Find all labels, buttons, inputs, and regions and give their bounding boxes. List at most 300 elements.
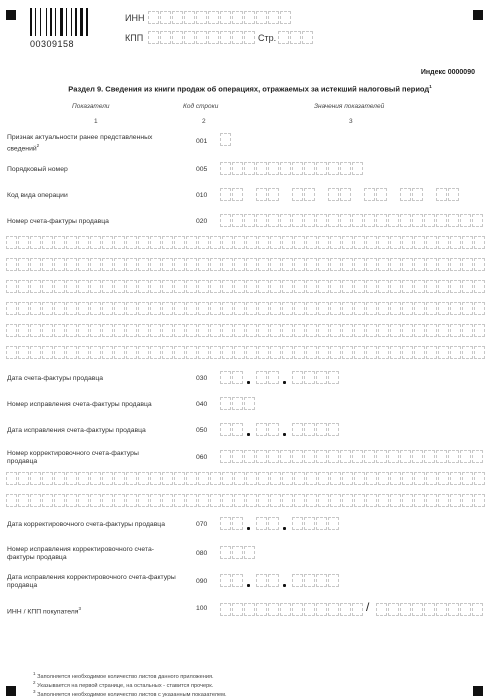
char-cell[interactable] — [150, 280, 161, 293]
char-cell[interactable] — [342, 258, 353, 271]
char-cell[interactable] — [306, 258, 317, 271]
char-cell[interactable] — [138, 236, 149, 249]
char-cell[interactable] — [342, 302, 353, 315]
char-cell[interactable] — [18, 494, 29, 507]
char-cell[interactable] — [30, 258, 41, 271]
char-cell[interactable] — [138, 302, 149, 315]
char-cell[interactable] — [268, 371, 279, 384]
char-cell[interactable] — [270, 258, 281, 271]
char-cell[interactable] — [402, 280, 413, 293]
char-cell[interactable] — [198, 280, 209, 293]
char-cell[interactable] — [244, 450, 255, 463]
char-cell[interactable] — [268, 423, 279, 436]
char-cell[interactable] — [400, 450, 411, 463]
char-cell[interactable] — [402, 346, 413, 359]
char-cell[interactable] — [268, 517, 279, 530]
char-cell[interactable] — [30, 346, 41, 359]
char-cell[interactable] — [150, 494, 161, 507]
char-cell[interactable] — [220, 133, 231, 146]
char-cell[interactable] — [90, 494, 101, 507]
char-cell[interactable] — [246, 346, 257, 359]
char-cell[interactable] — [256, 517, 267, 530]
adjustment-invoice-number-line-1[interactable] — [220, 450, 483, 463]
char-cell[interactable] — [462, 324, 473, 337]
char-cell[interactable] — [90, 472, 101, 485]
char-cell[interactable] — [292, 188, 303, 201]
char-cell[interactable] — [232, 188, 243, 201]
char-cell[interactable] — [246, 280, 257, 293]
char-cell[interactable] — [412, 188, 423, 201]
char-cell[interactable] — [126, 346, 137, 359]
char-cell[interactable] — [198, 258, 209, 271]
char-cell[interactable] — [186, 236, 197, 249]
char-cell[interactable] — [66, 324, 77, 337]
char-cell[interactable] — [208, 11, 219, 24]
char-cell[interactable] — [256, 162, 267, 175]
char-cell[interactable] — [138, 472, 149, 485]
char-cell[interactable] — [150, 258, 161, 271]
char-cell[interactable] — [342, 346, 353, 359]
operation-code-field-3[interactable] — [292, 188, 315, 201]
char-cell[interactable] — [354, 472, 365, 485]
invoice-number-field-line-4[interactable] — [6, 280, 485, 293]
char-cell[interactable] — [210, 494, 221, 507]
char-cell[interactable] — [282, 258, 293, 271]
char-cell[interactable] — [138, 494, 149, 507]
char-cell[interactable] — [316, 214, 327, 227]
char-cell[interactable] — [472, 450, 483, 463]
operation-code-field-2[interactable] — [256, 188, 279, 201]
char-cell[interactable] — [114, 280, 125, 293]
char-cell[interactable] — [220, 423, 231, 436]
char-cell[interactable] — [328, 214, 339, 227]
char-cell[interactable] — [232, 423, 243, 436]
char-cell[interactable] — [354, 280, 365, 293]
char-cell[interactable] — [436, 450, 447, 463]
char-cell[interactable] — [378, 236, 389, 249]
char-cell[interactable] — [54, 280, 65, 293]
char-cell[interactable] — [294, 472, 305, 485]
char-cell[interactable] — [278, 31, 289, 44]
char-cell[interactable] — [198, 302, 209, 315]
char-cell[interactable] — [364, 188, 375, 201]
correction-date-day[interactable] — [220, 423, 243, 436]
char-cell[interactable] — [282, 346, 293, 359]
char-cell[interactable] — [294, 494, 305, 507]
char-cell[interactable] — [388, 603, 399, 616]
char-cell[interactable] — [78, 236, 89, 249]
char-cell[interactable] — [174, 302, 185, 315]
char-cell[interactable] — [330, 324, 341, 337]
char-cell[interactable] — [244, 162, 255, 175]
char-cell[interactable] — [162, 346, 173, 359]
char-cell[interactable] — [270, 472, 281, 485]
char-cell[interactable] — [318, 472, 329, 485]
char-cell[interactable] — [280, 214, 291, 227]
invoice-number-field-line-1[interactable] — [220, 214, 483, 227]
char-cell[interactable] — [366, 258, 377, 271]
char-cell[interactable] — [30, 494, 41, 507]
char-cell[interactable] — [342, 236, 353, 249]
char-cell[interactable] — [30, 324, 41, 337]
char-cell[interactable] — [102, 472, 113, 485]
char-cell[interactable] — [328, 574, 339, 587]
char-cell[interactable] — [256, 188, 267, 201]
char-cell[interactable] — [174, 324, 185, 337]
char-cell[interactable] — [6, 494, 17, 507]
char-cell[interactable] — [378, 302, 389, 315]
char-cell[interactable] — [460, 603, 471, 616]
char-cell[interactable] — [342, 280, 353, 293]
char-cell[interactable] — [232, 214, 243, 227]
adjustment-invoice-date-year[interactable] — [292, 517, 339, 530]
char-cell[interactable] — [328, 162, 339, 175]
char-cell[interactable] — [448, 603, 459, 616]
char-cell[interactable] — [474, 236, 485, 249]
char-cell[interactable] — [256, 603, 267, 616]
char-cell[interactable] — [210, 236, 221, 249]
char-cell[interactable] — [450, 236, 461, 249]
char-cell[interactable] — [318, 302, 329, 315]
char-cell[interactable] — [400, 188, 411, 201]
char-cell[interactable] — [402, 258, 413, 271]
char-cell[interactable] — [268, 188, 279, 201]
char-cell[interactable] — [340, 214, 351, 227]
char-cell[interactable] — [366, 302, 377, 315]
char-cell[interactable] — [292, 214, 303, 227]
char-cell[interactable] — [330, 346, 341, 359]
char-cell[interactable] — [378, 258, 389, 271]
char-cell[interactable] — [450, 324, 461, 337]
char-cell[interactable] — [244, 546, 255, 559]
char-cell[interactable] — [450, 494, 461, 507]
char-cell[interactable] — [138, 280, 149, 293]
char-cell[interactable] — [18, 236, 29, 249]
char-cell[interactable] — [328, 423, 339, 436]
char-cell[interactable] — [256, 574, 267, 587]
char-cell[interactable] — [246, 494, 257, 507]
invoice-number-field-line-7[interactable] — [6, 346, 485, 359]
char-cell[interactable] — [102, 346, 113, 359]
char-cell[interactable] — [126, 494, 137, 507]
char-cell[interactable] — [378, 346, 389, 359]
char-cell[interactable] — [42, 280, 53, 293]
char-cell[interactable] — [6, 258, 17, 271]
char-cell[interactable] — [222, 346, 233, 359]
char-cell[interactable] — [438, 494, 449, 507]
char-cell[interactable] — [438, 236, 449, 249]
char-cell[interactable] — [354, 236, 365, 249]
char-cell[interactable] — [114, 472, 125, 485]
char-cell[interactable] — [412, 603, 423, 616]
char-cell[interactable] — [210, 258, 221, 271]
char-cell[interactable] — [148, 31, 159, 44]
char-cell[interactable] — [292, 517, 303, 530]
char-cell[interactable] — [342, 472, 353, 485]
char-cell[interactable] — [282, 324, 293, 337]
char-cell[interactable] — [258, 258, 269, 271]
char-cell[interactable] — [472, 603, 483, 616]
invoice-number-field-line-3[interactable] — [6, 258, 485, 271]
char-cell[interactable] — [352, 214, 363, 227]
char-cell[interactable] — [474, 494, 485, 507]
char-cell[interactable] — [220, 188, 231, 201]
char-cell[interactable] — [78, 324, 89, 337]
relevance-flag-field[interactable] — [220, 133, 231, 146]
char-cell[interactable] — [268, 450, 279, 463]
char-cell[interactable] — [220, 214, 231, 227]
char-cell[interactable] — [30, 236, 41, 249]
invoice-date-year[interactable] — [292, 371, 339, 384]
char-cell[interactable] — [186, 258, 197, 271]
char-cell[interactable] — [318, 258, 329, 271]
char-cell[interactable] — [184, 31, 195, 44]
char-cell[interactable] — [426, 236, 437, 249]
char-cell[interactable] — [402, 302, 413, 315]
char-cell[interactable] — [126, 324, 137, 337]
char-cell[interactable] — [232, 574, 243, 587]
char-cell[interactable] — [330, 472, 341, 485]
char-cell[interactable] — [330, 236, 341, 249]
char-cell[interactable] — [220, 450, 231, 463]
char-cell[interactable] — [6, 472, 17, 485]
char-cell[interactable] — [294, 236, 305, 249]
invoice-number-field-line-6[interactable] — [6, 324, 485, 337]
char-cell[interactable] — [270, 236, 281, 249]
char-cell[interactable] — [126, 280, 137, 293]
char-cell[interactable] — [198, 324, 209, 337]
operation-code-field-4[interactable] — [328, 188, 351, 201]
char-cell[interactable] — [390, 494, 401, 507]
char-cell[interactable] — [450, 472, 461, 485]
char-cell[interactable] — [426, 494, 437, 507]
char-cell[interactable] — [426, 346, 437, 359]
char-cell[interactable] — [18, 302, 29, 315]
char-cell[interactable] — [102, 280, 113, 293]
char-cell[interactable] — [340, 162, 351, 175]
char-cell[interactable] — [220, 11, 231, 24]
char-cell[interactable] — [54, 324, 65, 337]
char-cell[interactable] — [438, 346, 449, 359]
char-cell[interactable] — [438, 302, 449, 315]
char-cell[interactable] — [184, 11, 195, 24]
char-cell[interactable] — [412, 214, 423, 227]
char-cell[interactable] — [114, 258, 125, 271]
char-cell[interactable] — [414, 302, 425, 315]
char-cell[interactable] — [222, 280, 233, 293]
char-cell[interactable] — [414, 472, 425, 485]
char-cell[interactable] — [90, 258, 101, 271]
char-cell[interactable] — [234, 302, 245, 315]
char-cell[interactable] — [294, 258, 305, 271]
char-cell[interactable] — [436, 188, 447, 201]
char-cell[interactable] — [366, 280, 377, 293]
char-cell[interactable] — [294, 302, 305, 315]
char-cell[interactable] — [42, 346, 53, 359]
char-cell[interactable] — [66, 494, 77, 507]
char-cell[interactable] — [306, 472, 317, 485]
char-cell[interactable] — [232, 162, 243, 175]
char-cell[interactable] — [114, 324, 125, 337]
char-cell[interactable] — [292, 371, 303, 384]
char-cell[interactable] — [318, 346, 329, 359]
buyer-kpp-field[interactable] — [376, 603, 483, 616]
char-cell[interactable] — [186, 324, 197, 337]
char-cell[interactable] — [42, 472, 53, 485]
char-cell[interactable] — [376, 603, 387, 616]
operation-code-field-5[interactable] — [364, 188, 387, 201]
char-cell[interactable] — [402, 236, 413, 249]
char-cell[interactable] — [282, 280, 293, 293]
char-cell[interactable] — [474, 280, 485, 293]
char-cell[interactable] — [246, 258, 257, 271]
char-cell[interactable] — [222, 324, 233, 337]
char-cell[interactable] — [114, 236, 125, 249]
char-cell[interactable] — [280, 450, 291, 463]
char-cell[interactable] — [304, 214, 315, 227]
char-cell[interactable] — [246, 302, 257, 315]
correction-date-month[interactable] — [256, 423, 279, 436]
char-cell[interactable] — [220, 574, 231, 587]
char-cell[interactable] — [294, 346, 305, 359]
char-cell[interactable] — [364, 214, 375, 227]
char-cell[interactable] — [244, 397, 255, 410]
char-cell[interactable] — [18, 324, 29, 337]
char-cell[interactable] — [436, 603, 447, 616]
char-cell[interactable] — [316, 450, 327, 463]
char-cell[interactable] — [102, 236, 113, 249]
char-cell[interactable] — [390, 280, 401, 293]
char-cell[interactable] — [280, 162, 291, 175]
char-cell[interactable] — [232, 397, 243, 410]
char-cell[interactable] — [30, 302, 41, 315]
char-cell[interactable] — [438, 324, 449, 337]
char-cell[interactable] — [412, 450, 423, 463]
adjustment-correction-date-month[interactable] — [256, 574, 279, 587]
char-cell[interactable] — [210, 280, 221, 293]
char-cell[interactable] — [354, 302, 365, 315]
char-cell[interactable] — [78, 346, 89, 359]
char-cell[interactable] — [390, 472, 401, 485]
char-cell[interactable] — [162, 236, 173, 249]
char-cell[interactable] — [316, 603, 327, 616]
char-cell[interactable] — [366, 236, 377, 249]
char-cell[interactable] — [424, 450, 435, 463]
char-cell[interactable] — [316, 162, 327, 175]
char-cell[interactable] — [354, 324, 365, 337]
char-cell[interactable] — [114, 302, 125, 315]
char-cell[interactable] — [6, 280, 17, 293]
char-cell[interactable] — [150, 302, 161, 315]
char-cell[interactable] — [6, 324, 17, 337]
char-cell[interactable] — [304, 574, 315, 587]
char-cell[interactable] — [186, 346, 197, 359]
char-cell[interactable] — [234, 472, 245, 485]
adjustment-correction-number-field[interactable] — [220, 546, 255, 559]
char-cell[interactable] — [66, 236, 77, 249]
char-cell[interactable] — [66, 346, 77, 359]
char-cell[interactable] — [366, 472, 377, 485]
char-cell[interactable] — [294, 280, 305, 293]
char-cell[interactable] — [102, 258, 113, 271]
char-cell[interactable] — [234, 280, 245, 293]
char-cell[interactable] — [232, 517, 243, 530]
char-cell[interactable] — [304, 162, 315, 175]
char-cell[interactable] — [198, 346, 209, 359]
char-cell[interactable] — [414, 494, 425, 507]
char-cell[interactable] — [390, 324, 401, 337]
char-cell[interactable] — [126, 258, 137, 271]
char-cell[interactable] — [90, 280, 101, 293]
char-cell[interactable] — [90, 324, 101, 337]
char-cell[interactable] — [330, 258, 341, 271]
char-cell[interactable] — [270, 346, 281, 359]
char-cell[interactable] — [316, 423, 327, 436]
char-cell[interactable] — [78, 280, 89, 293]
char-cell[interactable] — [210, 302, 221, 315]
char-cell[interactable] — [162, 258, 173, 271]
char-cell[interactable] — [162, 494, 173, 507]
char-cell[interactable] — [354, 494, 365, 507]
inn-field[interactable] — [148, 11, 291, 24]
char-cell[interactable] — [292, 423, 303, 436]
char-cell[interactable] — [174, 236, 185, 249]
char-cell[interactable] — [66, 302, 77, 315]
adjustment-invoice-date-day[interactable] — [220, 517, 243, 530]
char-cell[interactable] — [290, 31, 301, 44]
char-cell[interactable] — [258, 280, 269, 293]
char-cell[interactable] — [376, 450, 387, 463]
kpp-field[interactable] — [148, 31, 255, 44]
char-cell[interactable] — [198, 472, 209, 485]
char-cell[interactable] — [210, 472, 221, 485]
char-cell[interactable] — [6, 346, 17, 359]
char-cell[interactable] — [390, 346, 401, 359]
char-cell[interactable] — [126, 472, 137, 485]
char-cell[interactable] — [280, 603, 291, 616]
char-cell[interactable] — [378, 494, 389, 507]
char-cell[interactable] — [376, 188, 387, 201]
char-cell[interactable] — [54, 494, 65, 507]
char-cell[interactable] — [90, 236, 101, 249]
char-cell[interactable] — [232, 603, 243, 616]
char-cell[interactable] — [426, 472, 437, 485]
char-cell[interactable] — [258, 236, 269, 249]
char-cell[interactable] — [438, 280, 449, 293]
char-cell[interactable] — [352, 450, 363, 463]
char-cell[interactable] — [268, 214, 279, 227]
char-cell[interactable] — [474, 324, 485, 337]
char-cell[interactable] — [306, 494, 317, 507]
char-cell[interactable] — [258, 302, 269, 315]
char-cell[interactable] — [270, 302, 281, 315]
char-cell[interactable] — [246, 236, 257, 249]
char-cell[interactable] — [244, 214, 255, 227]
char-cell[interactable] — [378, 324, 389, 337]
char-cell[interactable] — [162, 280, 173, 293]
char-cell[interactable] — [318, 324, 329, 337]
char-cell[interactable] — [472, 214, 483, 227]
char-cell[interactable] — [328, 603, 339, 616]
adjustment-invoice-number-line-3[interactable] — [6, 494, 485, 507]
char-cell[interactable] — [292, 162, 303, 175]
char-cell[interactable] — [174, 258, 185, 271]
char-cell[interactable] — [462, 472, 473, 485]
invoice-date-month[interactable] — [256, 371, 279, 384]
char-cell[interactable] — [66, 280, 77, 293]
char-cell[interactable] — [160, 31, 171, 44]
char-cell[interactable] — [366, 494, 377, 507]
